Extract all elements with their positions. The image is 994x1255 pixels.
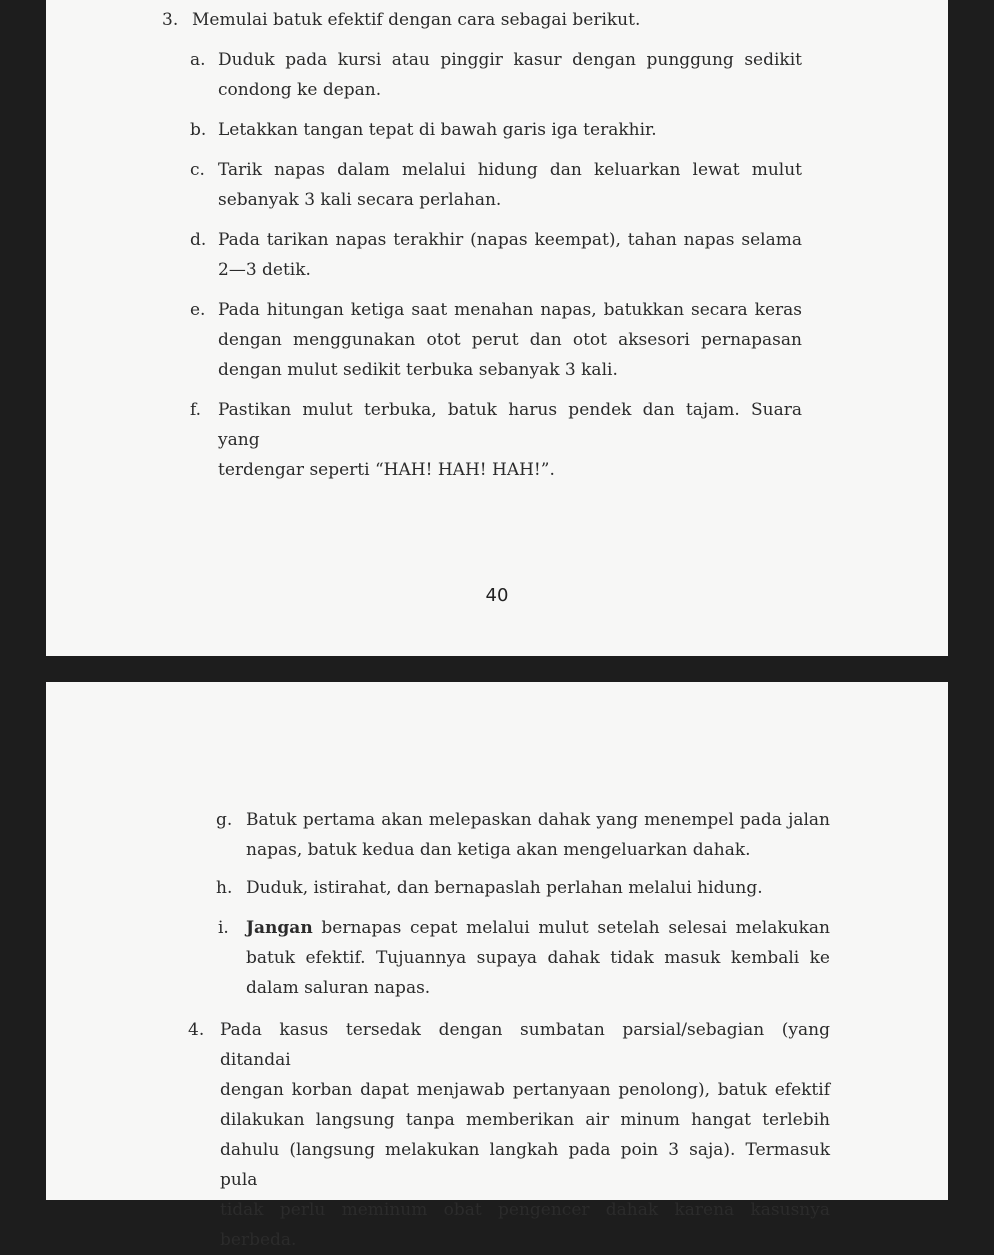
page-number: 40 <box>485 585 509 606</box>
text-line: napas, batuk kedua dan ketiga akan mengeluarkan dahak. <box>246 840 751 860</box>
subitem-d-letter: d. <box>190 230 207 250</box>
text-line: dilakukan langsung tanpa memberikan air minum hangat terlebih <box>220 1110 830 1130</box>
text-line: dengan korban dapat menjawab pertanyaan penolong), batuk efektif <box>220 1080 830 1100</box>
text-line: sebanyak 3 kali secara perlahan. <box>218 190 502 210</box>
subitem-g-text <box>246 805 830 865</box>
item-4-number: 4. <box>188 1020 205 1040</box>
subitem-f-letter: f. <box>190 400 202 420</box>
text-line-rest: bernapas cepat melalui mulut setelah selesai melakukan <box>312 918 830 938</box>
item-4-text <box>220 1015 830 1255</box>
text-line: 2—3 detik. <box>218 260 311 280</box>
text-line: dengan mulut sedikit terbuka sebanyak 3 kali. <box>218 360 618 380</box>
item-3-text: Memulai batuk efektif dengan cara sebagai berikut. <box>192 10 641 30</box>
text-line: Tarik napas dalam melalui hidung dan keluarkan lewat mulut <box>218 160 802 180</box>
text-line: dahulu (langsung melakukan langkah pada poin 3 saja). Termasuk pula <box>220 1140 830 1190</box>
subitem-e-letter: e. <box>190 300 206 320</box>
text-line: Letakkan tangan tepat di bawah garis iga terakhir. <box>218 120 657 140</box>
item-3-number: 3. <box>162 10 179 30</box>
subitem-i-text <box>246 913 830 1003</box>
text-line: Pastikan mulut terbuka, batuk harus pendek dan tajam. Suara yang <box>218 400 802 450</box>
text-line: Batuk pertama akan melepaskan dahak yang menempel pada jalan <box>246 810 830 830</box>
subitem-h-letter: h. <box>216 878 233 898</box>
subitem-c-text <box>218 155 802 215</box>
subitem-e-text <box>218 295 802 385</box>
text-line: dalam saluran napas. <box>246 978 431 998</box>
book-page-40 <box>46 0 948 656</box>
text-line: Pada hitungan ketiga saat menahan napas, batukkan secara keras <box>218 300 802 320</box>
text-line: dengan menggunakan otot perut dan otot aksesori pernapasan <box>218 330 802 350</box>
subitem-c-letter: c. <box>190 160 205 180</box>
text-line: Pada kasus tersedak dengan sumbatan parsial/sebagian (yang ditandai <box>220 1020 830 1070</box>
text-line: terdengar seperti “HAH! HAH! HAH!”. <box>218 460 555 480</box>
text-line: Duduk pada kursi atau pinggir kasur dengan punggung sedikit <box>218 50 802 70</box>
subitem-a-letter: a. <box>190 50 206 70</box>
text-line: Pada tarikan napas terakhir (napas keempat), tahan napas selama <box>218 230 802 250</box>
emphasis-jangan: Jangan <box>246 918 313 938</box>
text-line <box>246 913 830 943</box>
subitem-h-text <box>246 873 830 903</box>
text-line: condong ke depan. <box>218 80 382 100</box>
subitem-a-text <box>218 45 802 105</box>
text-line: Duduk, istirahat, dan bernapaslah perlahan melalui hidung. <box>246 878 763 898</box>
subitem-d-text <box>218 225 802 285</box>
subitem-b-text <box>218 115 802 145</box>
text-line: tidak perlu meminum obat pengencer dahak karena kasusnya berbeda. <box>220 1200 830 1250</box>
book-page-41 <box>46 682 948 1250</box>
subitem-g-letter: g. <box>216 810 233 830</box>
subitem-i-letter: i. <box>218 918 229 938</box>
subitem-f-text <box>218 395 802 485</box>
subitem-b-letter: b. <box>190 120 207 140</box>
text-line: batuk efektif. Tujuannya supaya dahak tidak masuk kembali ke <box>246 948 830 968</box>
